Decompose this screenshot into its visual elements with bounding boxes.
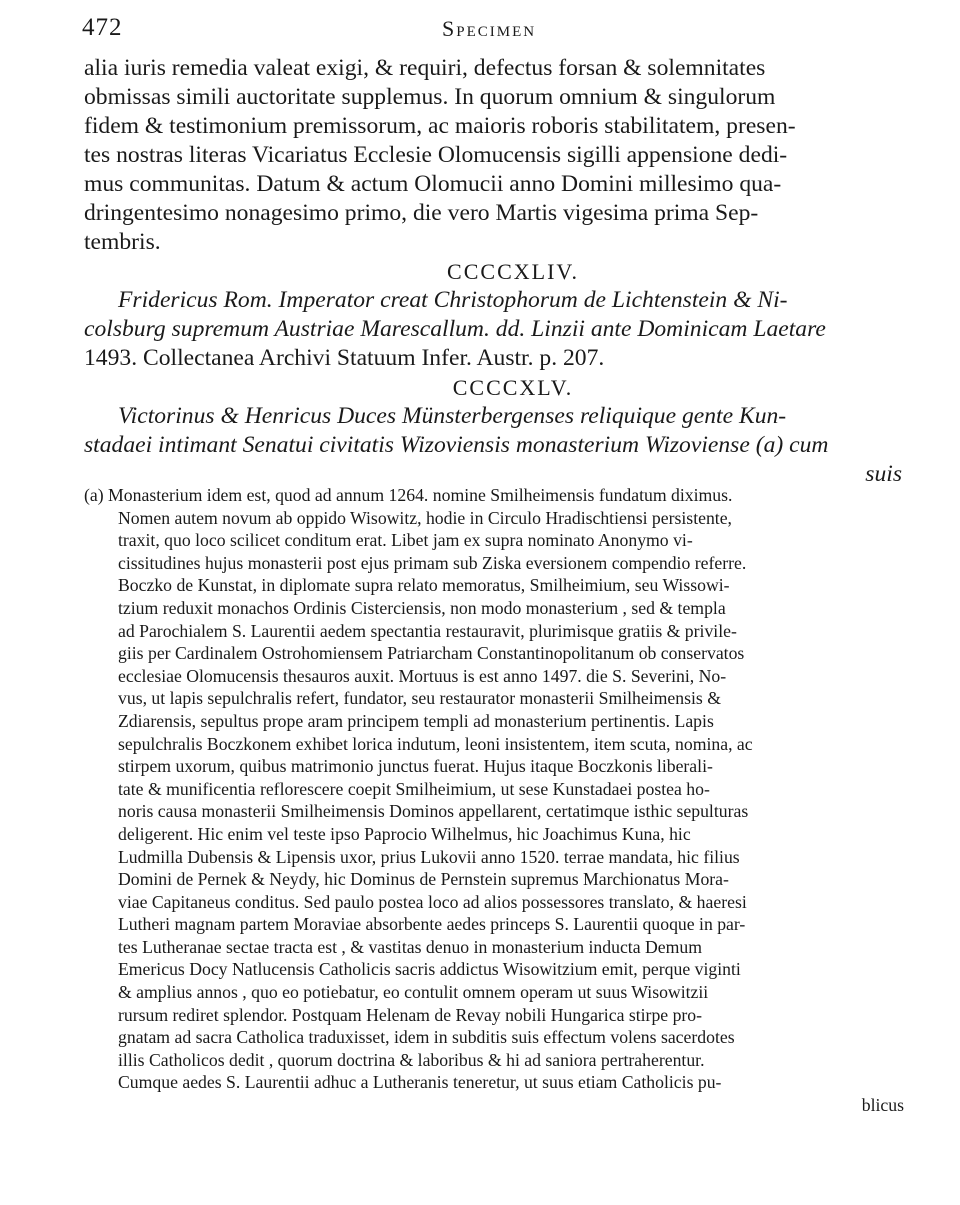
body-line: obmissas simili auctoritate supplemus. In quorum omnium & singulorum bbox=[84, 84, 776, 110]
running-title: Specimen bbox=[442, 16, 537, 41]
footnote-line: Boczko de Kunstat, in diplomate supra relato memoratus, Smilheimium, seu Wissowi- bbox=[118, 575, 730, 596]
footnote-line: sepulchralis Boczkonem exhibet lorica indutum, leoni insistentem, item scuta, nomina, ac bbox=[118, 733, 753, 754]
entry-number: CCCCXLV. bbox=[452, 375, 574, 400]
footnote-block bbox=[84, 484, 904, 1117]
footnote-line: Lutheri magnam partem Moraviae absorbente aedes princeps S. Laurentii quoque in par- bbox=[118, 914, 746, 935]
entry-number: CCCCXLIV. bbox=[447, 259, 579, 284]
footnote-line: Cumque aedes S. Laurentii adhuc a Lutheranis teneretur, ut suus etiam Catholicis pu- bbox=[118, 1072, 722, 1093]
footnote-line: cissitudines hujus monasterii post ejus primam sub Ziska eversionem compendio referre. bbox=[118, 552, 747, 573]
body-line: dringentesimo nonagesimo primo, die vero Martis vigesima prima Sep- bbox=[84, 200, 759, 226]
footnote-line: vus, ut lapis sepulchralis refert, fundator, seu restaurator monasterii Smilheimensis & bbox=[118, 688, 721, 709]
footnote-line: Domini de Pernek & Neydy, hic Dominus de Pernstein supremus Marchionatus Mora- bbox=[118, 869, 729, 890]
entry-rubric-line: stadaei intimant Senatui civitatis Wizoviensis monasterium Wizoviense (a) cum bbox=[84, 432, 829, 458]
footnote-line: illis Catholicos dedit , quorum doctrina & laboribus & hi ad saniora pertraherentur. bbox=[118, 1049, 705, 1070]
main-text bbox=[84, 54, 902, 489]
footnote-line: tes Lutheranae sectae tracta est , & vastitas denuo in monasterium inducta Demum bbox=[118, 936, 702, 957]
entry-rubric-line: suis bbox=[865, 461, 902, 487]
footnote-line: blicus bbox=[861, 1095, 904, 1116]
footnote-line: rursum rediret splendor. Postquam Helenam de Revay nobili Hungarica stirpe pro- bbox=[118, 1004, 703, 1025]
running-head bbox=[82, 14, 900, 44]
entry-source-line: 1493. Collectanea Archivi Statuum Infer. Austr. p. 207. bbox=[84, 345, 605, 371]
footnote-line: ecclesiae Olomucensis thesauros auxit. Mortuus is est anno 1497. die S. Severini, No- bbox=[118, 665, 727, 686]
footnote-line: ad Parochialem S. Laurentii aedem spectantia restauravit, plurimisque gratiis & privile- bbox=[118, 620, 737, 641]
footnote-line: giis per Cardinalem Ostrohomiensem Patriarcham Constantinopolitanum ob conservatos bbox=[118, 643, 745, 664]
footnote-line: Zdiarensis, sepultus prope aram principem templi ad monasterium pertinentis. Lapis bbox=[118, 710, 714, 731]
body-line: mus communitas. Datum & actum Olomucii anno Domini millesimo qua- bbox=[84, 171, 782, 197]
body-line: tes nostras literas Vicariatus Ecclesie Olomucensis sigilli appensione dedi- bbox=[84, 142, 788, 168]
footnote-line: Emericus Docy Natlucensis Catholicis sacris addictus Wisowitzium emit, perque viginti bbox=[118, 959, 741, 980]
entry-rubric-line: Fridericus Rom. Imperator creat Christophorum de Lichtenstein & Ni- bbox=[118, 287, 788, 313]
footnote-line: deligerent. Hic enim vel teste ipso Paprocio Wilhelmus, hic Joachimus Kuna, hic bbox=[118, 823, 691, 844]
body-line: alia iuris remedia valeat exigi, & requiri, defectus forsan & solemnitates bbox=[84, 55, 766, 81]
entry-rubric-line: colsburg supremum Austriae Marescallum. dd. Linzii ante Dominicam Laetare bbox=[84, 316, 826, 342]
footnote-line: stirpem uxorum, quibus matrimonio junctus fuerat. Hujus itaque Boczkonis liberali- bbox=[118, 756, 713, 777]
footnote-line: (a) Monasterium idem est, quod ad annum 1264. nomine Smilheimensis fundatum diximus. bbox=[84, 485, 733, 505]
footnote-line: gnatam ad sacra Catholica traduxisset, idem in subditis suis effectum volens sacerdotes bbox=[118, 1027, 735, 1048]
footnote-line: viae Capitaneus conditus. Sed paulo postea loco ad alios possessores translato, & haeresi bbox=[118, 891, 747, 912]
footnote-line: tate & munificentia reflorescere coepit Smilheimium, ut sese Kunstadaei postea ho- bbox=[118, 778, 710, 799]
footnote-line: & amplius annos , quo eo potiebatur, eo contulit omnem operam ut suus Wisowitzii bbox=[118, 982, 709, 1003]
footnote-line: tzium reduxit monachos Ordinis Cisterciensis, non modo monasterium , sed & templa bbox=[118, 597, 726, 618]
footnote-line: traxit, quo loco scilicet conditum erat. Libet jam ex supra nominato Anonymo vi- bbox=[118, 530, 693, 551]
entry-rubric-line: Victorinus & Henricus Duces Münsterbergenses reliquique gente Kun- bbox=[118, 403, 787, 429]
footnote-line: Nomen autem novum ab oppido Wisowitz, hodie in Circulo Hradischtiensi persistente, bbox=[118, 507, 732, 528]
body-line: tembris. bbox=[84, 229, 161, 255]
body-line: fidem & testimonium premissorum, ac maioris roboris stabilitatem, presen- bbox=[84, 113, 796, 139]
page-number: 472 bbox=[82, 14, 123, 41]
footnote-line: Ludmilla Dubensis & Lipensis uxor, prius Lukovii anno 1520. terrae mandata, hic filius bbox=[118, 846, 740, 867]
footnote-line: noris causa monasterii Smilheimensis Dominos appellarent, certatimque isthic sepulturas bbox=[118, 801, 749, 822]
